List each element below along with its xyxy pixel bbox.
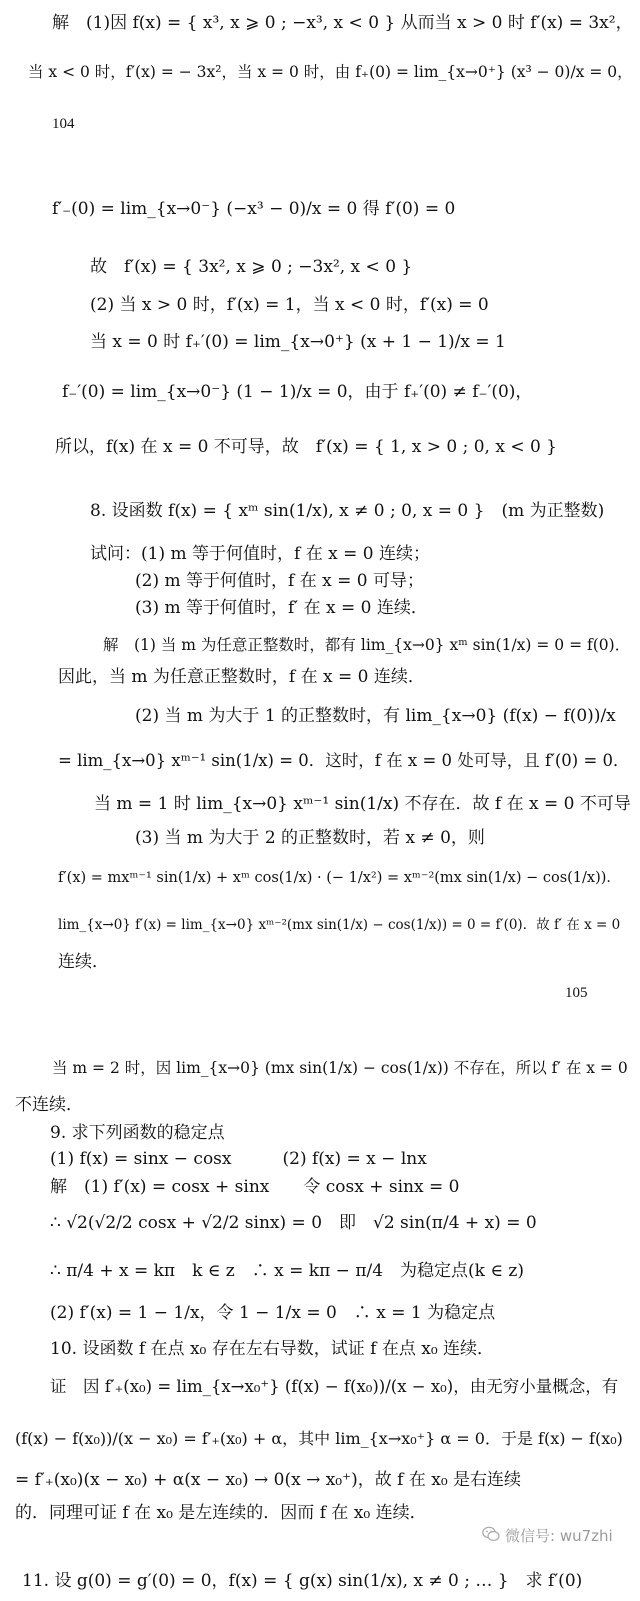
text-line: 当 x = 0 时 f₊′(0) = lim_{x→0⁺} (x + 1 − 1)/x = 1	[90, 332, 506, 352]
text-line: (2) 当 m 为大于 1 的正整数时，有 lim_{x→0} (f(x) − f(0))/x	[135, 706, 616, 726]
text-line: f′₋(0) = lim_{x→0⁻} (−x³ − 0)/x = 0 得 f′(0) = 0	[52, 199, 456, 219]
text-line: 当 m = 2 时，因 lim_{x→0} (mx sin(1/x) − cos(1/x)) 不存在，所以 f′ 在 x = 0	[52, 1059, 628, 1077]
text-line: f′(x) = mxᵐ⁻¹ sin(1/x) + xᵐ cos(1/x) · (− 1/x²) = xᵐ⁻²(mx sin(1/x) − cos(1/x))．	[58, 870, 621, 886]
text-line: = lim_{x→0} xᵐ⁻¹ sin(1/x) = 0．这时，f 在 x = 0 处可导，且 f′(0) = 0．	[58, 751, 630, 770]
text-line: ∴ √2(√2/2 cosx + √2/2 sinx) = 0 即 √2 sin(π/4 + x) = 0	[50, 1213, 537, 1233]
text-line: 故 f′(x) = { 3x², x ⩾ 0 ; −3x², x < 0 }	[90, 257, 413, 277]
problem-statement: 9. 求下列函数的稳定点	[50, 1123, 225, 1143]
text-line: 当 m = 1 时 lim_{x→0} xᵐ⁻¹ sin(1/x) 不存在．故 f 在 x = 0 不可导	[94, 794, 631, 814]
text-line: 连续．	[58, 952, 109, 972]
text-line: 解 (1) f′(x) = cosx + sinx 令 cosx + sinx = 0	[50, 1177, 460, 1197]
text-line: 不连续．	[15, 1095, 83, 1115]
text-line: 因此，当 m 为任意正整数时，f 在 x = 0 连续．	[58, 667, 425, 687]
page-number: 104	[52, 116, 75, 132]
text-line: (2) m 等于何值时，f 在 x = 0 可导；	[135, 571, 424, 591]
page-number: 105	[565, 985, 588, 1001]
text-line: lim_{x→0} f′(x) = lim_{x→0} xᵐ⁻²(mx sin(1/x) − cos(1/x)) = 0 = f′(0)．故 f′ 在 x = 0	[58, 917, 621, 933]
text-line: (1) f(x) = sinx − cosx (2) f(x) = x − lnx	[50, 1149, 427, 1169]
text-line: 解 (1)因 f(x) = { x³, x ⩾ 0 ; −x³, x < 0 } 从而当 x > 0 时 f′(x) = 3x²，	[52, 13, 633, 33]
text-line: 当 x < 0 时，f′(x) = − 3x²，当 x = 0 时，由 f₊(0) = lim_{x→0⁺} (x³ − 0)/x = 0，	[28, 63, 633, 81]
text-line: 试问：(1) m 等于何值时，f 在 x = 0 连续；	[90, 544, 430, 564]
text-line: 解 (1) 当 m 为任意正整数时，都有 lim_{x→0} xᵐ sin(1/x) = 0 = f(0)．	[103, 636, 631, 654]
text-line: ∴ π/4 + x = kπ k ∈ z ∴ x = kπ − π/4 为稳定点(k ∈ z)	[50, 1261, 524, 1281]
text-line: (2) 当 x > 0 时，f′(x) = 1，当 x < 0 时，f′(x) = 0	[90, 295, 489, 315]
problem-statement: 8. 设函数 f(x) = { xᵐ sin(1/x), x ≠ 0 ; 0, x = 0 } (m 为正整数)	[90, 501, 605, 521]
text-line: = f′₊(x₀)(x − x₀) + α(x − x₀) → 0(x → x₀⁺)，故 f 在 x₀ 是右连续	[15, 1470, 522, 1490]
wechat-icon	[482, 1526, 500, 1542]
problem-statement: 10. 设函数 f 在点 x₀ 存在左右导数，试证 f 在点 x₀ 连续．	[50, 1339, 495, 1359]
text-line: (3) 当 m 为大于 2 的正整数时，若 x ≠ 0，则	[135, 828, 485, 848]
text-line: (3) m 等于何值时，f′ 在 x = 0 连续．	[135, 598, 428, 618]
problem-statement: 11. 设 g(0) = g′(0) = 0，f(x) = { g(x) sin(1/x), x ≠ 0 ; … } 求 f′(0)	[22, 1571, 583, 1591]
text-line: 的．同理可证 f 在 x₀ 是左连续的．因而 f 在 x₀ 连续．	[15, 1503, 427, 1523]
text-line: f₋′(0) = lim_{x→0⁻} (1 − 1)/x = 0，由于 f₊′(0) ≠ f₋′(0)，	[62, 382, 533, 402]
text-line: (f(x) − f(x₀))/(x − x₀) = f′₊(x₀) + α，其中 lim_{x→x₀⁺} α = 0．于是 f(x) − f(x₀)	[15, 1429, 623, 1448]
text-line: (2) f′(x) = 1 − 1/x，令 1 − 1/x = 0 ∴ x = 1 为稳定点	[50, 1303, 496, 1323]
text-line: 所以，f(x) 在 x = 0 不可导，故 f′(x) = { 1, x > 0 ; 0, x < 0 }	[55, 437, 557, 457]
text-line: 证 因 f′₊(x₀) = lim_{x→x₀⁺} (f(x) − f(x₀))/(x − x₀)，由无穷小量概念，有	[50, 1377, 619, 1396]
watermark-text: 微信号: wu7zhi	[505, 1527, 613, 1545]
